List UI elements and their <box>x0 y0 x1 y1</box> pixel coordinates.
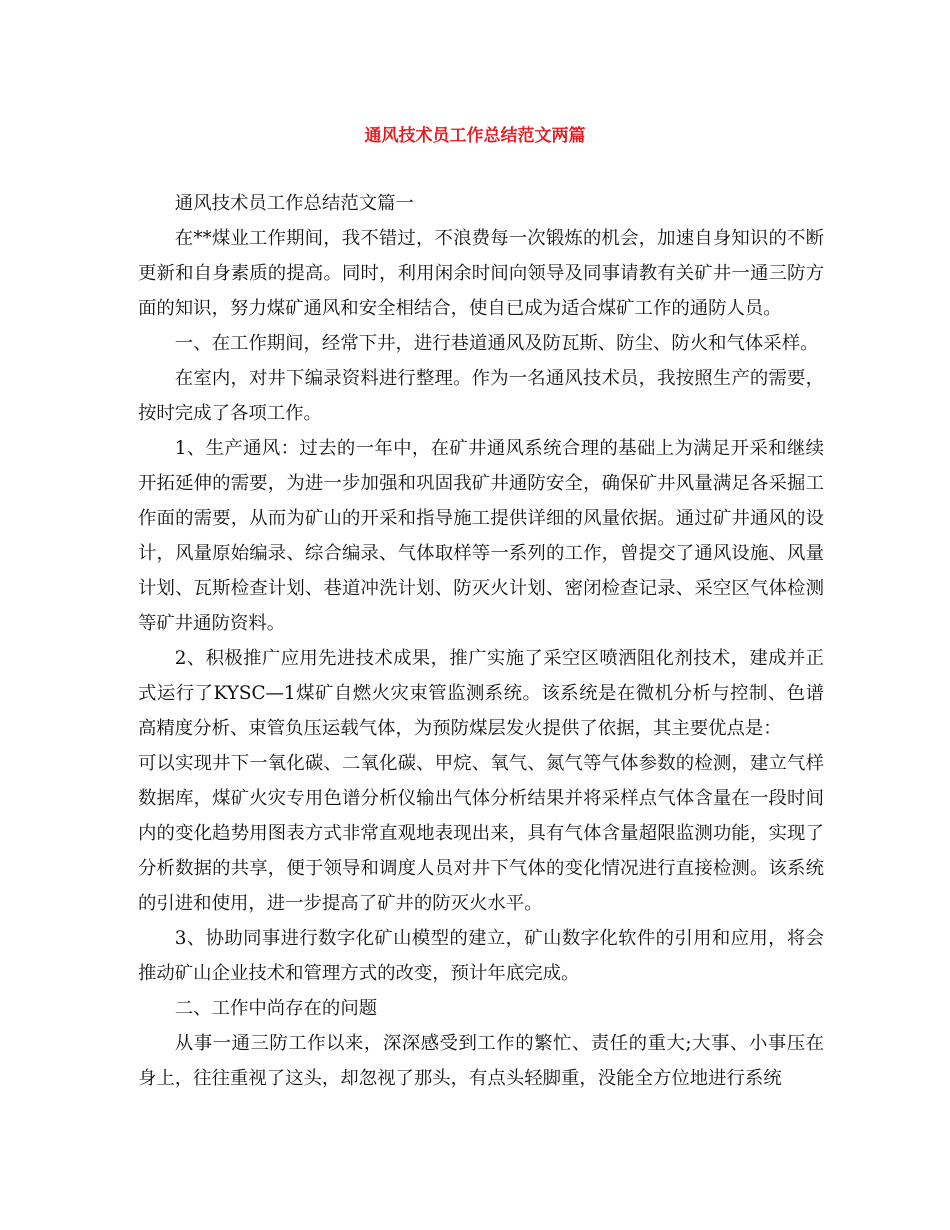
body-paragraph: 在室内，对井下编录资料进行整理。作为一名通风技术员，我按照生产的需要，按时完成了各项工作。 <box>138 368 824 424</box>
list-item-1: 1、生产通风：过去的一年中，在矿井通风系统合理的基础上为满足开采和继续开拓延伸的需要，为进一步加强和巩固我矿井通防安全，确保矿井风量满足各采掘工作面的需要，从而为矿山的开采和指导施工提供详细的风量依据。通过矿井通风的设计，风量原始编录、综合编录、气体取样等一系列的工作，曾提交了通风设施、风量计划、瓦斯检查计划、巷道冲洗计划、防灭火计划、密闭检查记录、采空区气体检测等矿井通防资料。 <box>138 438 824 634</box>
document-body <box>138 186 824 1096</box>
body-paragraph: 从事一通三防工作以来，深深感受到工作的繁忙、责任的重大;大事、小事压在身上，往往重视了这头，却忽视了那头，有点头轻脚重，没能全方位地进行系统 <box>138 1033 824 1089</box>
body-paragraph: 在**煤业工作期间，我不错过，不浪费每一次锻炼的机会，加速自身知识的不断更新和自身素质的提高。同时，利用闲余时间向领导及同事请教有关矿井一通三防方面的知识，努力煤矿通风和安全相结合，使自已成为适合煤矿工作的通防人员。 <box>138 228 824 319</box>
list-item-3: 3、协助同事进行数字化矿山模型的建立，矿山数字化软件的引用和应用，将会推动矿山企业技术和管理方式的改变，预计年底完成。 <box>138 928 824 984</box>
document-title: 通风技术员工作总结范文两篇 <box>364 126 586 146</box>
subtitle-paragraph: 通风技术员工作总结范文篇一 <box>174 193 414 214</box>
section-heading-1: 一、在工作期间，经常下井，进行巷道通风及防瓦斯、防尘、防火和气体采样。 <box>174 333 819 354</box>
body-paragraph-unindented: 可以实现井下一氧化碳、二氧化碳、甲烷、氧气、氮气等气体参数的检测，建立气样数据库，煤矿火灾专用色谱分析仪输出气体分析结果并将采样点气体含量在一段时间内的变化趋势用图表方式非常直观地表现出来，具有气体含量超限监测功能，实现了分析数据的共享，便于领导和调度人员对井下气体的变化情况进行直接检测。该系统的引进和使用，进一步提高了矿井的防灭火水平。 <box>138 753 824 914</box>
section-heading-2: 二、工作中尚存在的问题 <box>174 998 378 1019</box>
list-item-2: 2、积极推广应用先进技术成果，推广实施了采空区喷洒阻化剂技术，建成并正式运行了KYSC—1煤矿自燃火灾束管监测系统。该系统是在微机分析与控制、色谱高精度分析、束管负压运载气体，为预防煤层发火提供了依据，其主要优点是： <box>138 648 824 739</box>
